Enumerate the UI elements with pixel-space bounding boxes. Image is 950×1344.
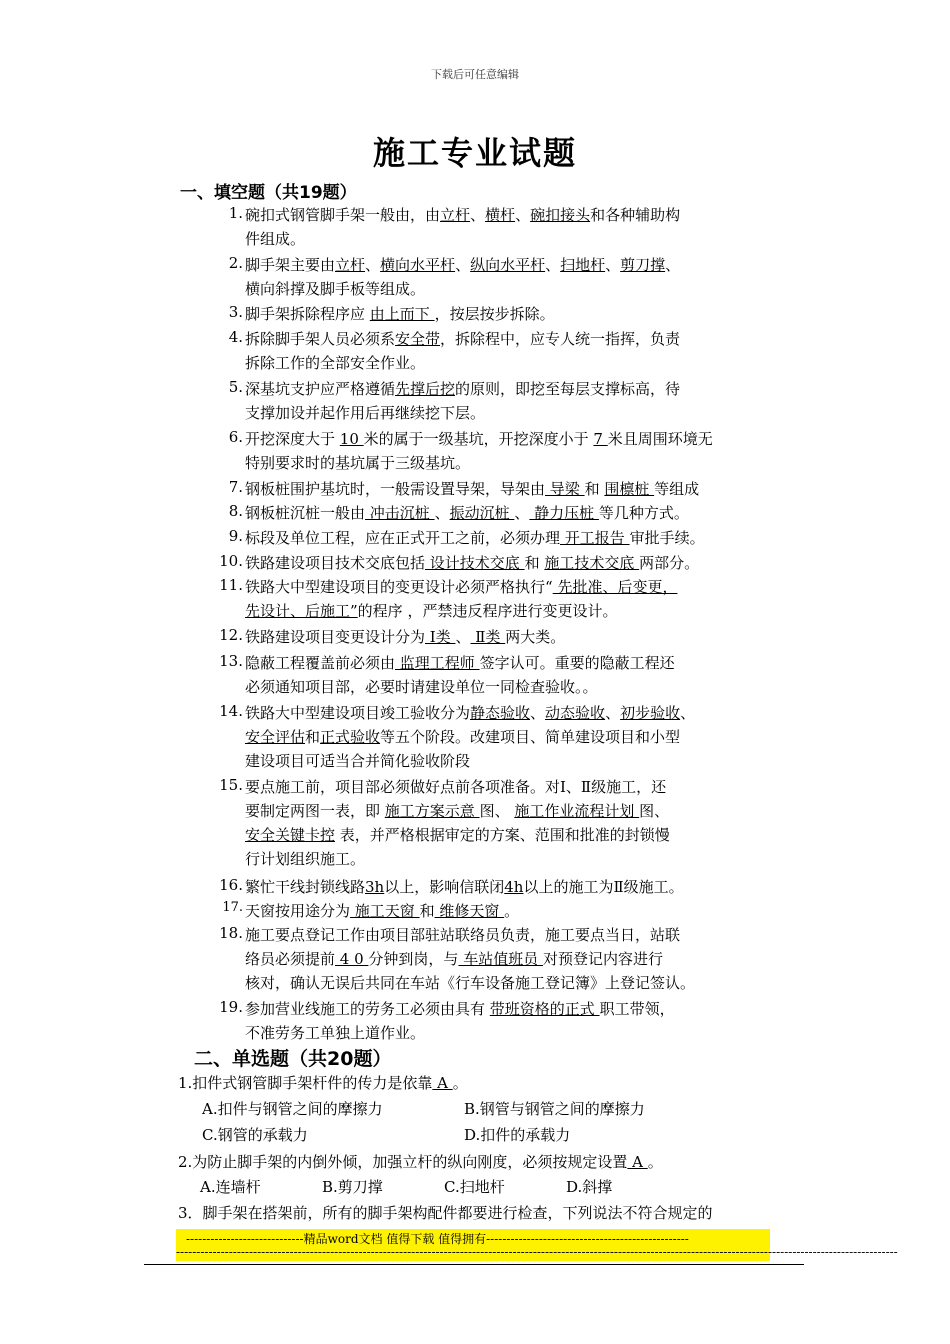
answer: Ⅰ类: [425, 628, 456, 646]
answer: 监理工程师: [395, 654, 480, 672]
question-number: 6.: [228, 428, 243, 446]
answer: 安全带: [395, 330, 441, 348]
question-text: 铁路建设项目变更设计分为 Ⅰ类 、 Ⅱ类 两大类。: [245, 628, 566, 646]
answer: 先设计、后施工”: [245, 602, 358, 620]
question-number: 10.: [219, 552, 243, 570]
answer: 施工方案示意: [384, 802, 480, 820]
question-text-cont: 建设项目可适当合并简化验收阶段: [245, 752, 471, 770]
question-number: 1.: [228, 204, 243, 222]
answer: 横杆: [485, 206, 516, 224]
question-text: 碗扣式钢管脚手架一般由，由立杆、横杆、碗扣接头和各种辅助构: [245, 206, 681, 224]
answer: 安全评估: [245, 728, 306, 746]
question-number: 13.: [219, 652, 243, 670]
question-number: 17.: [222, 900, 243, 915]
answer: 带班资格的正式: [489, 1000, 600, 1018]
option-c: C.扫地杆: [444, 1178, 505, 1196]
question-text: 钢板桩围护基坑时，一般需设置导架，导架由 导梁 和 围檩桩 等组成: [245, 480, 700, 498]
question-number: 11.: [219, 576, 243, 594]
question-text-cont: 络员必须提前 4 0 分钟到岗，与 车站值班员 对预登记内容进行: [245, 950, 663, 968]
question-number: 14.: [219, 702, 243, 720]
question-text: 铁路建设项目技术交底包括 设计技术交底 和 施工技术交底 两部分。: [245, 554, 700, 572]
question-text: 铁路大中型建设项目的变更设计必须严格执行“ 先批准、后变更，: [245, 578, 678, 596]
answer: 冲击沉桩: [365, 504, 435, 522]
question-text: 钢板桩沉桩一般由 冲击沉桩 、振动沉桩 、 静力压桩 等几种方式。: [245, 504, 689, 522]
answer: 施工作业流程计划: [514, 802, 640, 820]
answer: 10: [339, 430, 364, 448]
answer: 立杆: [335, 256, 366, 274]
answer: 扫地杆: [560, 256, 606, 274]
question-text: 参加营业线施工的劳务工必须由具有 带班资格的正式 职工带领，: [245, 1000, 675, 1018]
question-number: 18.: [219, 924, 243, 942]
answer: 正式验收: [320, 728, 381, 746]
question-text-cont: 横向斜撑及脚手板等组成。: [245, 280, 426, 298]
question-text: 开挖深度大于 10 米的属于一级基坑，开挖深度小于 7 米且周围环境无: [245, 430, 713, 448]
option-a: A.连墙杆: [200, 1178, 261, 1196]
option-d: D.扣件的承载力: [464, 1126, 571, 1144]
question-number: 8.: [228, 502, 243, 520]
footer-text: -----------------------------精品word文档 值得下载 值得拥有--------------------------------------------------: [186, 1232, 689, 1246]
answer: 围檩桩: [604, 480, 655, 498]
question-text: 施工要点登记工作由项目部驻站联络员负责，施工要点当日，站联: [245, 926, 681, 944]
question-number: 19.: [219, 998, 243, 1016]
answer: 横向水平杆: [380, 256, 456, 274]
question-number: 3.: [228, 303, 243, 321]
question-text-cont: 支撑加设并起作用后再继续挖下层。: [245, 404, 486, 422]
question-number: 7.: [228, 478, 243, 496]
question-number: 4.: [228, 328, 243, 346]
question-text-cont: 必须通知项目部，必要时请建设单位一同检查验收。。: [245, 678, 598, 696]
answer: 4 0: [335, 950, 369, 968]
answer: 由上而下: [369, 305, 435, 323]
question-text-cont: 安全关键卡控 表，并严格根据审定的方案、范围和批准的封锁慢: [245, 826, 670, 844]
question-text: 要点施工前，项目部必须做好点前各项准备。对Ⅰ、Ⅱ级施工，还: [245, 778, 667, 796]
answer: Ⅱ类: [470, 628, 506, 646]
question-text-cont: 件组成。: [245, 230, 306, 248]
answer: 4h: [504, 878, 524, 896]
question-text-cont: 安全评估和正式验收等五个阶段。改建项目、简单建设项目和小型: [245, 728, 681, 746]
question-text: 脚手架拆除程序应 由上而下 ，按层按步拆除。: [245, 305, 555, 323]
question-text: 脚手架主要由立杆、横向水平杆、纵向水平杆、扫地杆、剪刀撑、: [245, 256, 681, 274]
question-number: 16.: [219, 876, 243, 894]
header-note: 下载后可任意编辑: [431, 68, 519, 81]
question-text: 深基坑支护应严格遵循先撑后挖的原则，即挖至每层支撑标高，待: [245, 380, 681, 398]
answer: 维修天窗: [434, 902, 505, 920]
answer: 初步验收: [620, 704, 681, 722]
answer: 设计技术交底: [425, 554, 525, 572]
option-b: B.剪刀撑: [322, 1178, 383, 1196]
section-heading-fill-blank: 一、填空题（共19题）: [180, 183, 357, 203]
question-stem: 2.为防止脚手架的内倒外倾，加强立杆的纵向刚度，必须按规定设置 A 。: [178, 1153, 663, 1171]
question-number: 15.: [219, 776, 243, 794]
option-a: A.扣件与钢管之间的摩擦力: [202, 1100, 383, 1118]
answer: 碗扣接头: [530, 206, 591, 224]
answer: 导梁: [545, 480, 585, 498]
answer: 施工技术交底: [544, 554, 640, 572]
question-text: 标段及单位工程，应在正式开工之前，必须办理 开工报告 审批手续。: [245, 529, 705, 547]
question-stem: 1.扣件式钢管脚手架杆件的传力是依靠 A 。: [178, 1074, 468, 1092]
footer-dashes: ----------------------------------------------------------------------------------------------------------------------------------------------------------------------------------: [176, 1245, 898, 1259]
answer: 施工天窗: [350, 902, 420, 920]
answer: 7: [593, 430, 608, 448]
answer: 静态验收: [470, 704, 531, 722]
answer: 动态验收: [545, 704, 606, 722]
question-text-cont: 要制定两图一表，即 施工方案示意 图、 施工作业流程计划 图、: [245, 802, 670, 820]
question-text: 隐蔽工程覆盖前必须由 监理工程师 签字认可。重要的隐蔽工程还: [245, 654, 675, 672]
question-text: 天窗按用途分为 施工天窗 和 维修天窗 。: [245, 902, 520, 920]
answer: 先撑后挖: [395, 380, 456, 398]
answer: 车站值班员: [458, 950, 543, 968]
question-number: 12.: [219, 626, 243, 644]
question-number: 2.: [228, 254, 243, 272]
footer-rule: [144, 1264, 804, 1265]
question-stem: 3．脚手架在搭架前，所有的脚手架构配件都要进行检查，下列说法不符合规定的: [178, 1204, 713, 1222]
question-text-cont: 行计划组织施工。: [245, 850, 366, 868]
answer: 安全关键卡控: [245, 826, 336, 844]
answer: 开工报告: [560, 529, 630, 547]
question-text: 铁路大中型建设项目竣工验收分为静态验收、动态验收、初步验收、: [245, 704, 696, 722]
answer: A: [627, 1153, 648, 1171]
answer: 静力压桩: [529, 504, 599, 522]
question-number: 9.: [228, 527, 243, 545]
question-text-cont: 不准劳务工单独上道作业。: [245, 1024, 426, 1042]
document-title: 施工专业试题: [372, 134, 577, 172]
answer: 纵向水平杆: [470, 256, 546, 274]
question-number: 5.: [228, 378, 243, 396]
answer: 振动沉桩: [449, 504, 515, 522]
option-d: D.斜撑: [566, 1178, 613, 1196]
answer: 立杆: [440, 206, 471, 224]
answer: 3h: [365, 878, 385, 896]
question-text-cont: 核对，确认无误后共同在车站《行车设备施工登记簿》上登记签认。: [245, 974, 696, 992]
question-text-cont: 先设计、后施工”的程序 ，严禁违反程序进行变更设计。: [245, 602, 618, 620]
question-text: 繁忙干线封锁线路3h以上，影响信联闭4h以上的施工为Ⅱ级施工。: [245, 878, 684, 896]
question-text: 拆除脚手架人员必须系安全带，拆除程中，应专人统一指挥，负责: [245, 330, 681, 348]
answer: 先批准、后变更，: [552, 578, 678, 596]
section-heading-single-choice: 二、单选题（共20题）: [194, 1048, 392, 1070]
answer: 剪刀撑: [620, 256, 666, 274]
option-b: B.钢管与钢管之间的摩擦力: [464, 1100, 645, 1118]
question-text-cont: 特别要求时的基坑属于三级基坑。: [245, 454, 471, 472]
answer: A: [432, 1074, 453, 1092]
question-text-cont: 拆除工作的全部安全作业。: [245, 354, 426, 372]
option-c: C.钢管的承载力: [202, 1126, 308, 1144]
